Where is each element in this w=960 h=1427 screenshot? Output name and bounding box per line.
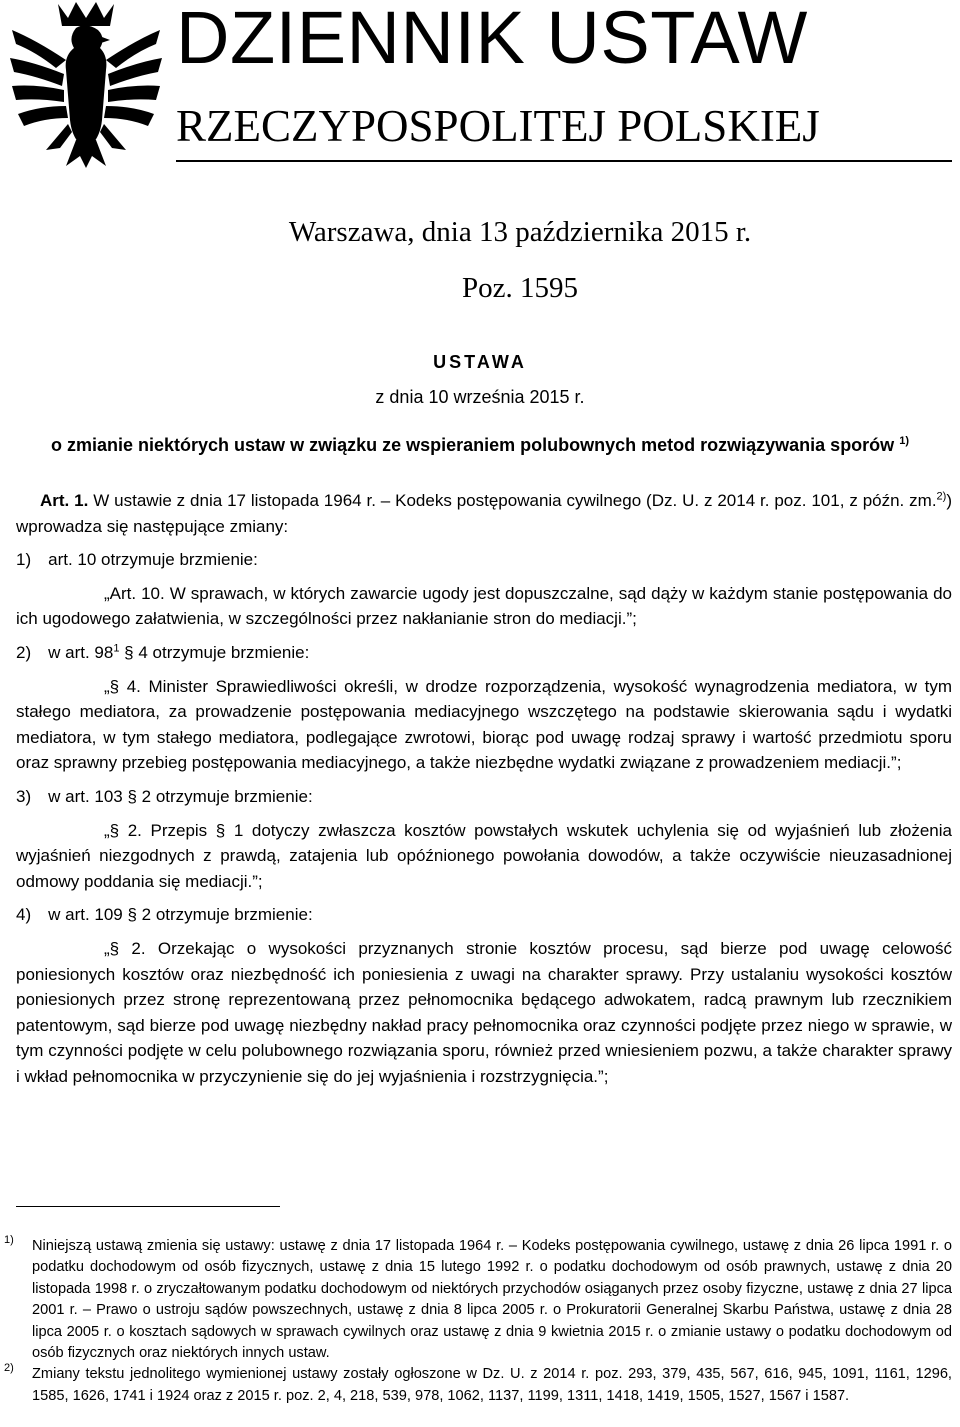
article-1-text: W ustawie z dnia 17 listopada 1964 r. – Kodeks postępowania cywilnego (Dz. U. z 2014 r. poz. 101, z późn. zm. [93,491,937,510]
amendment-item-2-sup: 1 [113,642,120,655]
act-title [0,432,960,458]
amendment-quote-1 [16,581,952,632]
article-1-heading: Art. 1. [40,491,89,510]
header-divider [176,160,952,162]
amendment-item-4: 4) w art. 109 § 2 otrzymuje brzmienie: [16,905,313,925]
footnote-2-mark: 2) [4,1362,14,1375]
article-1-tail: ) wprowadza się następujące zmiany: [16,491,952,536]
amendment-quote-1-text: „Art. 10. W sprawach, w których zawarcie ugody jest dopuszczalne, sąd dąży w każdym stanie postępowania do ich ugodowego załatwienia, w szczególności przez nakłanianie stron do mediacji.”; [16,583,952,629]
amendment-item-2-pre: 2) w art. 98 [16,642,114,662]
amendment-quote-4 [16,936,952,1090]
footnote-2 [4,1364,952,1407]
amendment-item-3: 3) w art. 103 § 2 otrzymuje brzmienie: [16,786,313,806]
issue-date: Warszawa, dnia 13 października 2015 r. [288,216,752,248]
amendment-quote-2 [16,674,952,776]
footnotes [4,1236,952,1407]
act-date: z dnia 10 września 2015 r. [375,387,585,407]
act-type: USTAWA [433,352,527,372]
footnote-1 [4,1236,952,1364]
amendment-quote-2-text: „§ 4. Minister Sprawiedliwości określi, w drodze rozporządzenia, wysokość wynagrodzenia mediatora, w tym stałego mediatora, za prowadzenie postępowania mediacyjnego wszczętego na podstawie skierowania sądu i wydatki mediatora, w tym stałego mediatora, podlegające zwrotowi, biorąc pod uwagę rodzaj sprawy i wartość przedmiotu sporu oraz sprawny przebieg postępowania mediacyjnego, a także niezbędne wydatki związane z prowadzeniem mediacji.”; [16,676,952,773]
amendment-item-1: 1) art. 10 otrzymuje brzmienie: [16,550,258,570]
amendment-quote-3 [16,818,952,895]
article-1 [16,488,952,539]
journal-title: DZIENNIK USTAW [176,0,808,79]
amendment-item-2-post: § 4 otrzymuje brzmienie: [119,642,310,662]
act-title-text: o zmianie niektórych ustaw w związku ze wspieraniem polubownych metod rozwiązywania sporów [51,435,895,455]
amendment-item-2 [16,640,952,666]
article-1-footnote-ref[interactable]: 2) [936,490,947,503]
act-title-footnote-ref[interactable]: 1) [899,435,909,447]
journal-subtitle: RZECZYPOSPOLITEJ POLSKIEJ [176,101,820,151]
amendment-quote-3-text: „§ 2. Przepis § 1 dotyczy zwłaszcza kosztów powstałych wskutek uchylenia się od wyjaśnień lub złożenia wyjaśnień niezgodnych z prawdą, zatajenia lub opóźnionego powołania dowodów, a także oczywiście nieuzasadnionej odmowy poddania się mediacji.”; [16,820,952,891]
amendment-quote-4-text: „§ 2. Orzekając o wysokości przyznanych stronie kosztów procesu, sąd bierze pod uwagę celowość poniesionych kosztów oraz niezbędność ich poniesienia z uwagi na charakter sprawy. Przy ustalaniu wysokości kosztów poniesionych przez stronę reprezentowaną przez pełnomocnika będącego adwokatem, radcą prawnym lub rzecznikiem patentowym, sąd bierze pod uwagę niezbędny nakład pracy pełnomocnika oraz czynności podjęte przez niego w sprawie, w tym czynności podjęte w celu polubownego rozwiązania sporu, również przed wniesieniem pozwu, a także charakter sprawy i wkład pełnomocnika w przyczynienie się do jej wyjaśnienia i rozstrzygnięcia.”; [16,938,952,1086]
act-body [16,488,952,1089]
footnote-2-text: Zmiany tekstu jednolitego wymienionej ustawy zostały ogłoszone w Dz. U. z 2014 r. poz. 293, 379, 435, 567, 616, 945, 1091, 1161, 1296, 1585, 1626, 1741 i 1924 oraz z 2015 r. poz. 2, 4, 218, 539, 978, 1062, 1137, 1199, 1311, 1418, 1419, 1505, 1527, 1567 i 1587. [32,1366,952,1404]
footnote-divider [16,1206,280,1207]
footnote-1-mark: 1) [4,1234,14,1246]
eagle-emblem-icon [6,0,166,168]
footnote-1-text: Niniejszą ustawą zmienia się ustawy: ustawę z dnia 17 listopada 1964 r. – Kodeks postępowania cywilnego, ustawę z dnia 26 lipca 1991 r. o podatku dochodowym od osób fizycznych, ustawę z dnia 15 lutego 1992 r. o podatku dochodowym od osób prawnych, ustawę z dnia 20 listopada 1998 r. o zryczałtowanym podatku dochodowym od niektórych przychodów osiąganych przez osoby fizyczne, ustawę z dnia 27 lipca 2001 r. – Prawo o ustroju sądów powszechnych, ustawę z dnia 8 lipca 2005 r. o Prokuratorii Generalnej Skarbu Państwa, ustawę z dnia 28 lipca 2005 r. o kosztach sądowych w sprawach cywilnych oraz ustawę z dnia 9 kwietnia 2015 r. o zmianie ustawy o podatku dochodowym od osób fizycznych oraz niektórych innych ustaw. [32,1238,952,1362]
position-number: Poz. 1595 [462,272,578,304]
